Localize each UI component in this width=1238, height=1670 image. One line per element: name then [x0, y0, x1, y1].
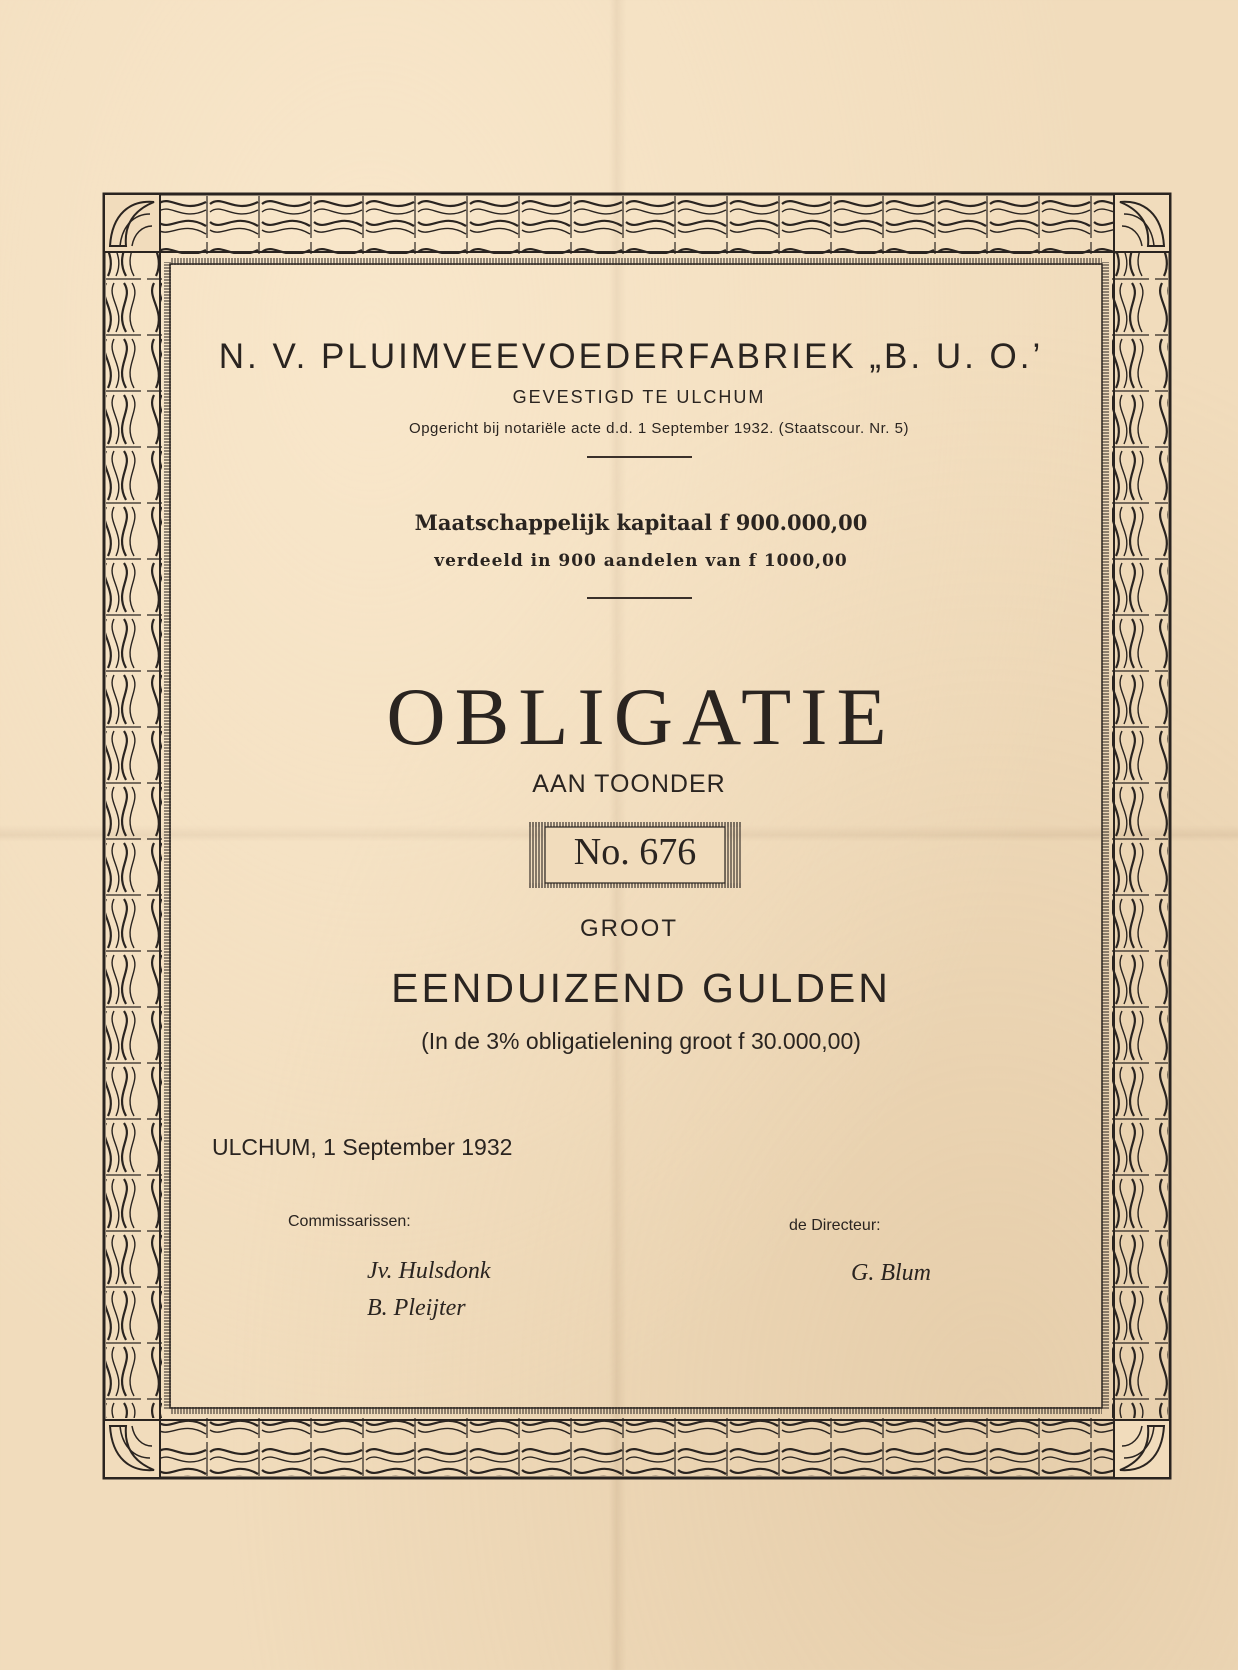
certificate-number-box [529, 822, 741, 888]
divider-rule-top [587, 456, 692, 458]
loan-note: (In de 3% obligatielening groot f 30.000,00) [421, 1028, 861, 1054]
place-and-date: ULCHUM, 1 September 1932 [212, 1134, 513, 1160]
director-signature: G. Blum [851, 1260, 931, 1286]
seat-line: GEVESTIGD TE ULCHUM [512, 387, 766, 407]
corner-ornament-icon [104, 194, 160, 252]
document-title: OBLIGATIE [386, 671, 896, 762]
company-name: N. V. PLUIMVEEVOEDERFABRIEK „B. U. O.’ [218, 337, 1044, 376]
division-line: verdeeld in 900 aandelen van f 1000,00 [434, 551, 848, 571]
director-label: de Directeur: [789, 1217, 881, 1234]
amount-in-words: EENDUIZEND GULDEN [391, 965, 891, 1011]
commissioners-label: Commissarissen: [288, 1213, 411, 1230]
bearer-line: AAN TOONDER [532, 770, 726, 798]
certificate-number: No. 676 [573, 831, 697, 873]
groot-label: GROOT [580, 915, 678, 942]
founding-line: Opgericht bij notariële acte d.d. 1 September 1932. (Staatscour. Nr. 5) [409, 420, 909, 437]
commissioner-signature-2: B. Pleijter [367, 1295, 466, 1321]
commissioner-signature-1: Jv. Hulsdonk [367, 1258, 491, 1284]
divider-rule-bottom [587, 597, 692, 599]
capital-line: Maatschappelijk kapitaal f 900.000,00 [414, 510, 868, 535]
